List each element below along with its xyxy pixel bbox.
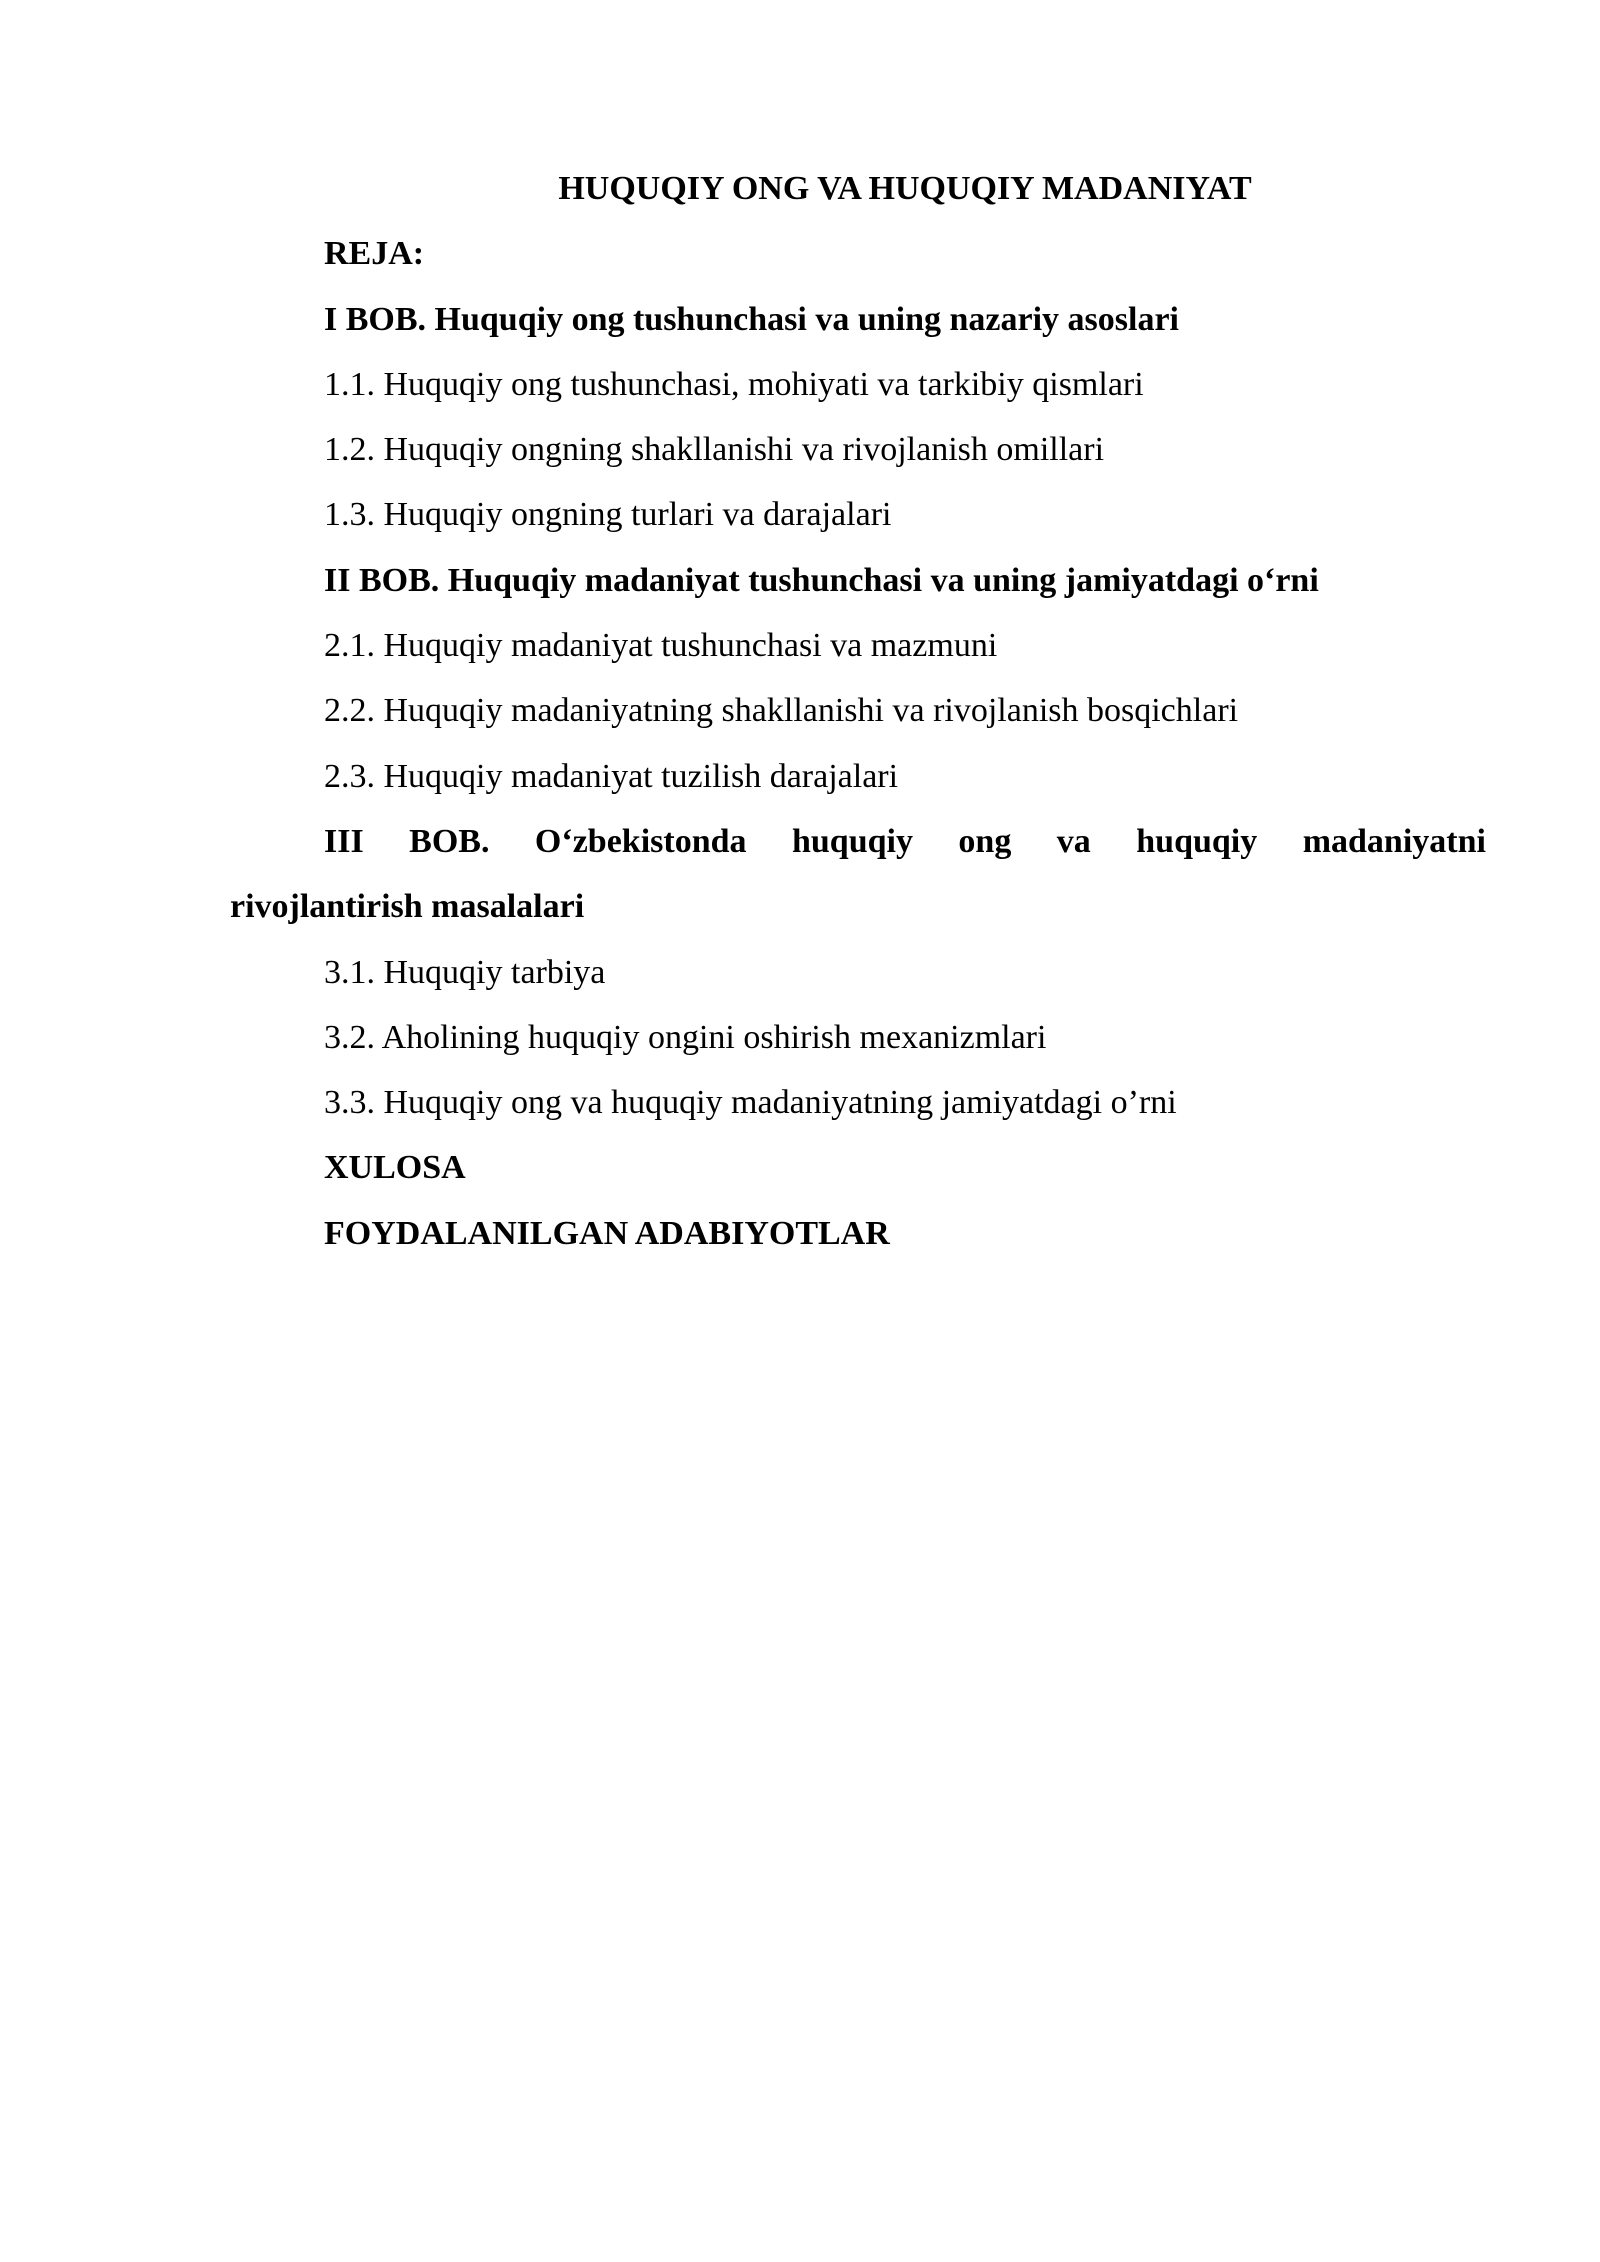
chapter-3-heading-word: madaniyatni [1302,822,1486,860]
plan-label: REJA: [324,235,425,273]
conclusion-heading: XULOSA [324,1149,466,1187]
chapter-3-heading-word: huquqiy [791,822,913,860]
section-3-2: 3.2. Aholining huquqiy ongini oshirish mexanizmlari [324,1018,1047,1056]
references-heading: FOYDALANILGAN ADABIYOTLAR [324,1214,890,1252]
chapter-3-heading-word: va [1056,822,1091,860]
section-2-3: 2.3. Huquqiy madaniyat tuzilish darajalari [324,757,899,795]
chapter-3-heading-word: BOB. [409,822,490,860]
section-2-1: 2.1. Huquqiy madaniyat tushunchasi va mazmuni [324,627,998,665]
document-title: HUQUQIY ONG VA HUQUQIY MADANIYAT [558,170,1252,207]
section-1-1: 1.1. Huquqiy ong tushunchasi, mohiyati va tarkibiy qismlari [324,365,1144,403]
plan-content [230,156,1486,1266]
section-3-3: 3.3. Huquqiy ong va huquqiy madaniyatning jamiyatdagi o’rni [324,1084,1177,1122]
chapter-3-heading-word: huquqiy [1136,822,1258,860]
section-3-1: 3.1. Huquqiy tarbiya [324,953,606,991]
chapter-3-heading [230,809,1486,874]
chapter-2-heading: II BOB. Huquqiy madaniyat tushunchasi va uning jamiyatdagi o‘rni [324,561,1319,599]
chapter-1-heading: I BOB. Huquqiy ong tushunchasi va uning nazariy asoslari [324,300,1179,338]
section-2-2: 2.2. Huquqiy madaniyatning shakllanishi va rivojlanish bosqichlari [324,692,1239,730]
section-1-3: 1.3. Huquqiy ongning turlari va darajalari [324,496,892,534]
chapter-3-heading-word: O‘zbekistonda [534,822,747,860]
chapter-3-heading-continuation: rivojlantirish masalalari [230,888,585,926]
section-1-2: 1.2. Huquqiy ongning shakllanishi va rivojlanish omillari [324,431,1105,469]
chapter-3-heading-word: III [324,822,364,860]
chapter-3-heading-word: ong [958,822,1012,860]
